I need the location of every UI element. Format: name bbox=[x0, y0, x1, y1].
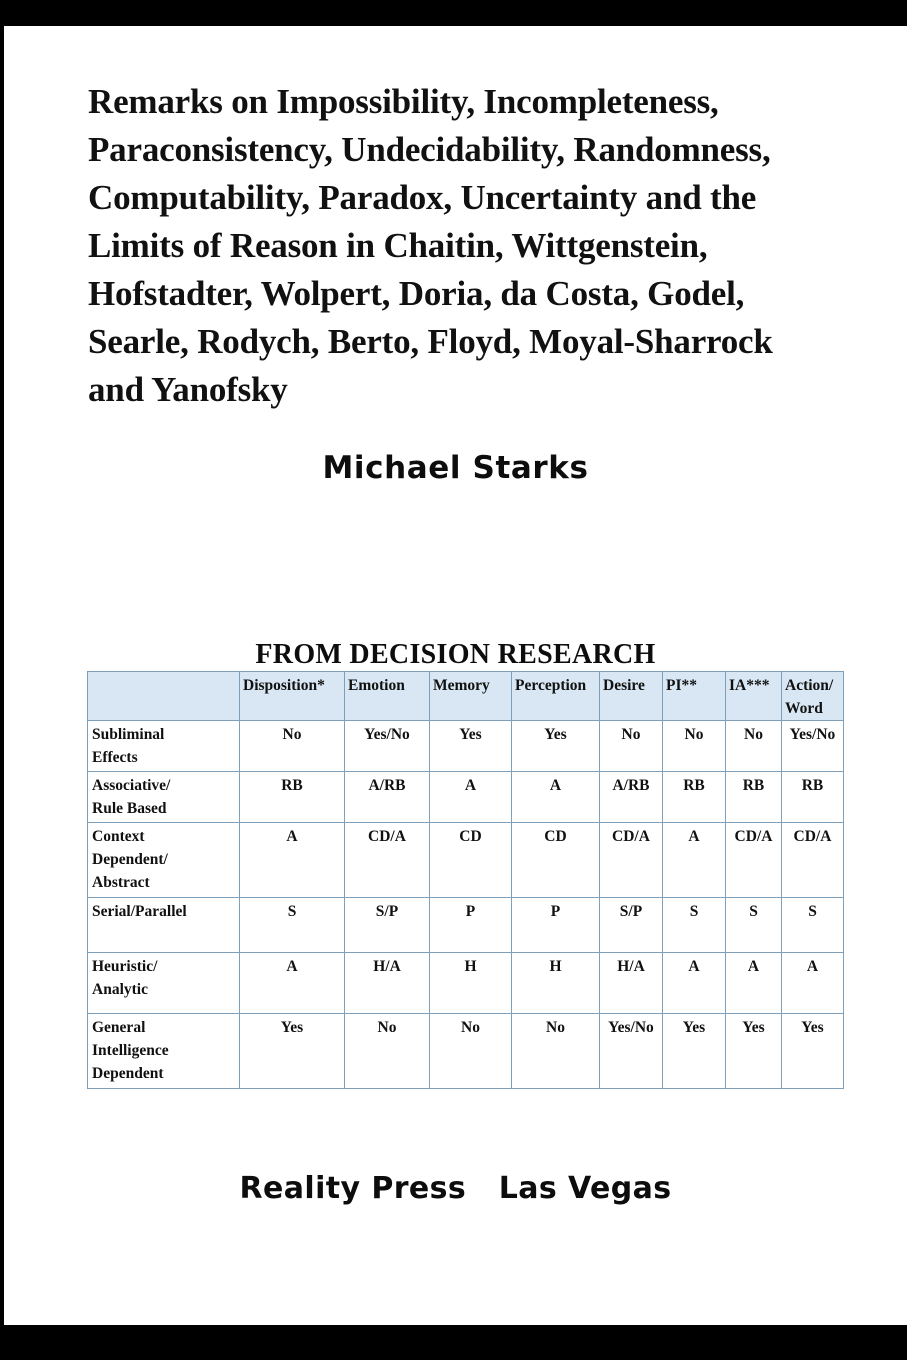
cell-heuristic-pi: A bbox=[663, 953, 726, 1014]
cell-heuristic-ia: A bbox=[726, 953, 782, 1014]
cell-heuristic-desire: H/A bbox=[600, 953, 663, 1014]
cell-context-action-word: CD/A bbox=[782, 823, 844, 898]
cell-serial-emotion: S/P bbox=[345, 898, 430, 953]
row-label-line2: Effects bbox=[92, 749, 138, 766]
cell-context-perception: CD bbox=[512, 823, 600, 898]
cell-subliminal-pi: No bbox=[663, 721, 726, 772]
cell-context-ia: CD/A bbox=[726, 823, 782, 898]
cell-context-emotion: CD/A bbox=[345, 823, 430, 898]
cell-context-desire: CD/A bbox=[600, 823, 663, 898]
table-row bbox=[88, 953, 844, 1014]
row-label-line3: Abstract bbox=[92, 874, 150, 891]
row-label-associative-rule-based bbox=[88, 772, 240, 823]
cell-serial-perception: P bbox=[512, 898, 600, 953]
row-label-line1: Associative/ bbox=[92, 777, 171, 794]
decision-research-table bbox=[87, 671, 844, 1089]
cell-subliminal-ia: No bbox=[726, 721, 782, 772]
row-label-line2: Intelligence bbox=[92, 1042, 169, 1059]
cell-serial-desire: S/P bbox=[600, 898, 663, 953]
table-header-row bbox=[88, 672, 844, 721]
row-label-line2: Dependent/ bbox=[92, 851, 168, 868]
column-header-ia: IA*** bbox=[726, 672, 782, 721]
title-line-4: Limits of Reason in Chaitin, Wittgenstein, bbox=[88, 226, 708, 265]
cell-associative-disposition: RB bbox=[240, 772, 345, 823]
column-header-perception: Perception bbox=[512, 672, 600, 721]
cell-subliminal-desire: No bbox=[600, 721, 663, 772]
cell-general-disposition: Yes bbox=[240, 1014, 345, 1089]
cell-context-memory: CD bbox=[430, 823, 512, 898]
cell-heuristic-action-word: A bbox=[782, 953, 844, 1014]
cell-subliminal-action-word: Yes/No bbox=[782, 721, 844, 772]
row-label-general-intelligence-dependent bbox=[88, 1014, 240, 1089]
cell-associative-action-word: RB bbox=[782, 772, 844, 823]
cell-subliminal-memory: Yes bbox=[430, 721, 512, 772]
cell-general-perception: No bbox=[512, 1014, 600, 1089]
cell-associative-ia: RB bbox=[726, 772, 782, 823]
cell-context-pi: A bbox=[663, 823, 726, 898]
book-title bbox=[88, 78, 868, 414]
table-row bbox=[88, 898, 844, 953]
column-header-desire: Desire bbox=[600, 672, 663, 721]
cell-serial-action-word: S bbox=[782, 898, 844, 953]
table-row bbox=[88, 823, 844, 898]
cover-page bbox=[4, 26, 907, 1325]
title-line-2: Paraconsistency, Undecidability, Randomness, bbox=[88, 130, 771, 169]
row-label-line3: Dependent bbox=[92, 1065, 164, 1082]
cell-subliminal-disposition: No bbox=[240, 721, 345, 772]
title-line-5: Hofstadter, Wolpert, Doria, da Costa, Godel, bbox=[88, 274, 745, 313]
title-line-6: Searle, Rodych, Berto, Floyd, Moyal-Sharrock bbox=[88, 322, 773, 361]
cell-subliminal-perception: Yes bbox=[512, 721, 600, 772]
author-name: Michael Starks bbox=[322, 450, 589, 486]
row-label-line1: Subliminal bbox=[92, 726, 165, 743]
table-row bbox=[88, 1014, 844, 1089]
column-header-action-word-line2: Word bbox=[785, 700, 823, 717]
title-line-3: Computability, Paradox, Uncertainty and the bbox=[88, 178, 757, 217]
cell-subliminal-emotion: Yes/No bbox=[345, 721, 430, 772]
cell-associative-desire: A/RB bbox=[600, 772, 663, 823]
publisher-imprint: Reality Press Las Vegas bbox=[239, 1171, 672, 1206]
cell-general-action-word: Yes bbox=[782, 1014, 844, 1089]
column-header-action-word bbox=[782, 672, 844, 721]
cell-general-pi: Yes bbox=[663, 1014, 726, 1089]
cell-general-ia: Yes bbox=[726, 1014, 782, 1089]
cell-context-disposition: A bbox=[240, 823, 345, 898]
cell-heuristic-memory: H bbox=[430, 953, 512, 1014]
cell-associative-emotion: A/RB bbox=[345, 772, 430, 823]
row-label-line1: General bbox=[92, 1019, 146, 1036]
cell-serial-ia: S bbox=[726, 898, 782, 953]
cell-associative-memory: A bbox=[430, 772, 512, 823]
column-header-blank bbox=[88, 672, 240, 721]
table-row bbox=[88, 772, 844, 823]
column-header-action-word-line1: Action/ bbox=[785, 677, 834, 694]
cell-general-desire: Yes/No bbox=[600, 1014, 663, 1089]
row-label-line2: Rule Based bbox=[92, 800, 167, 817]
cell-heuristic-perception: H bbox=[512, 953, 600, 1014]
table-row bbox=[88, 721, 844, 772]
title-line-1: Remarks on Impossibility, Incompleteness, bbox=[88, 82, 719, 121]
cell-serial-pi: S bbox=[663, 898, 726, 953]
row-label-serial-parallel: Serial/Parallel bbox=[88, 898, 240, 953]
cell-general-emotion: No bbox=[345, 1014, 430, 1089]
cell-heuristic-emotion: H/A bbox=[345, 953, 430, 1014]
cell-serial-memory: P bbox=[430, 898, 512, 953]
row-label-line2: Analytic bbox=[92, 981, 148, 998]
column-header-memory: Memory bbox=[430, 672, 512, 721]
cell-general-memory: No bbox=[430, 1014, 512, 1089]
row-label-subliminal-effects bbox=[88, 721, 240, 772]
table-heading: FROM DECISION RESEARCH bbox=[255, 639, 656, 670]
column-header-emotion: Emotion bbox=[345, 672, 430, 721]
title-line-7: and Yanofsky bbox=[88, 370, 288, 409]
cell-associative-pi: RB bbox=[663, 772, 726, 823]
cell-heuristic-disposition: A bbox=[240, 953, 345, 1014]
cell-associative-perception: A bbox=[512, 772, 600, 823]
decision-table-container bbox=[87, 671, 840, 1089]
row-label-context-dependent-abstract bbox=[88, 823, 240, 898]
column-header-disposition: Disposition* bbox=[240, 672, 345, 721]
row-label-heuristic-analytic bbox=[88, 953, 240, 1014]
column-header-pi: PI** bbox=[663, 672, 726, 721]
cell-serial-disposition: S bbox=[240, 898, 345, 953]
row-label-line1: Context bbox=[92, 828, 145, 845]
row-label-line1: Heuristic/ bbox=[92, 958, 158, 975]
